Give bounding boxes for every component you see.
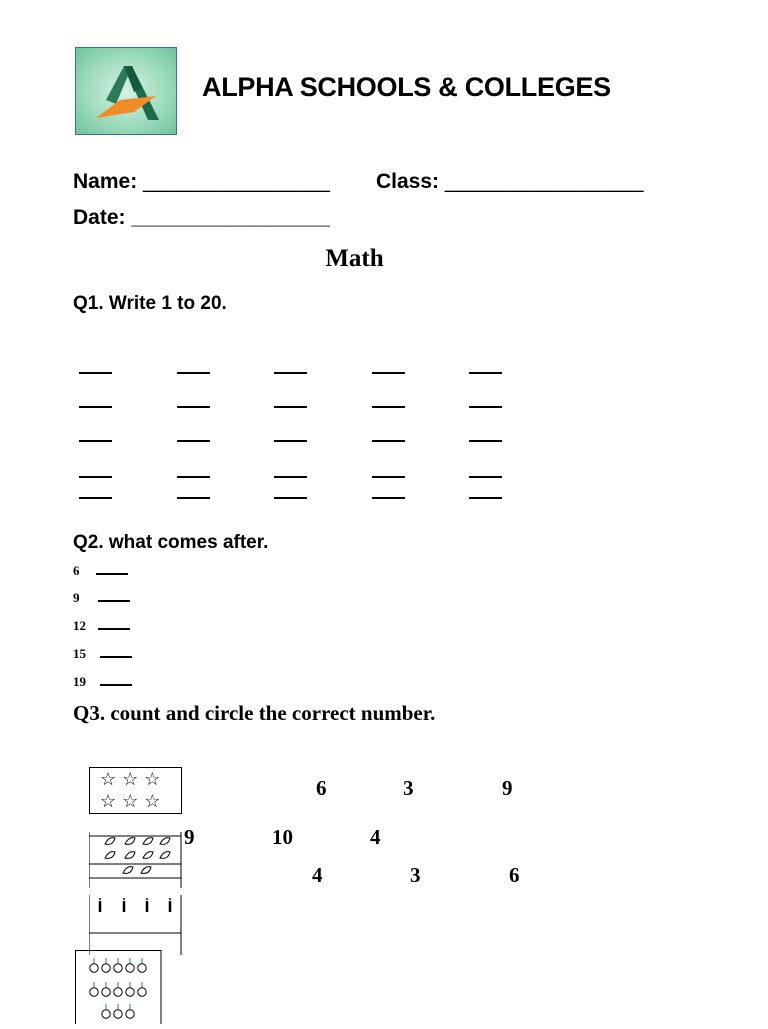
- q2-number: 6: [73, 563, 80, 578]
- balloon-icon: [102, 1010, 110, 1018]
- leaf-icon: [143, 838, 153, 845]
- q1-answer-blank[interactable]: [274, 372, 307, 374]
- school-name: ALPHA SCHOOLS & COLLEGES: [202, 72, 611, 102]
- q2-number: 15: [73, 646, 86, 661]
- balloon-icon: [102, 964, 110, 972]
- q3-row3-option[interactable]: 4: [312, 863, 323, 887]
- name-field: [73, 170, 330, 194]
- leaf-icon: [125, 838, 135, 845]
- q1-answer-blank[interactable]: [79, 406, 112, 408]
- q2-answer-blank[interactable]: [98, 628, 130, 630]
- q3-row1-option[interactable]: 6: [316, 776, 327, 800]
- star-icon: ☆: [100, 791, 123, 811]
- q1-answer-blank[interactable]: [177, 406, 210, 408]
- q3-row3-option[interactable]: 3: [410, 863, 421, 887]
- q3-title: Q3. count and circle the correct number.: [73, 701, 436, 725]
- q2-answer-blank[interactable]: [100, 656, 132, 658]
- q1-answer-blank[interactable]: [177, 497, 210, 499]
- leaf-picture-box: [89, 832, 182, 888]
- q1-answer-blank[interactable]: [469, 406, 502, 408]
- q1-answer-blank[interactable]: [372, 372, 405, 374]
- q1-answer-blank[interactable]: [177, 440, 210, 442]
- q2-number: 12: [73, 618, 86, 633]
- class-label: Class:: [376, 170, 440, 193]
- star-picture-box: [89, 767, 182, 814]
- name-line[interactable]: ________________: [143, 170, 330, 193]
- q1-answer-blank[interactable]: [274, 476, 307, 478]
- q1-answer-blank[interactable]: [469, 440, 502, 442]
- leaf-icon: [143, 852, 153, 859]
- leaf-icon: [160, 838, 170, 845]
- leaf-icon: [141, 867, 151, 874]
- q2-answer-blank[interactable]: [96, 573, 128, 575]
- balloon-icon: [138, 964, 146, 972]
- leaf-icon: [123, 867, 133, 874]
- star-icon: ☆: [100, 769, 123, 789]
- q1-answer-blank[interactable]: [177, 476, 210, 478]
- q3-row3-option[interactable]: 6: [509, 863, 520, 887]
- q1-answer-blank[interactable]: [372, 440, 405, 442]
- q1-answer-blank[interactable]: [372, 497, 405, 499]
- q1-answer-blank[interactable]: [274, 406, 307, 408]
- leaf-icon: [160, 852, 170, 859]
- balloon-icon: [102, 988, 110, 996]
- leaf-icon: [125, 852, 135, 859]
- alpha-a-logo-icon: [76, 48, 176, 134]
- q3-row1-option[interactable]: 3: [403, 776, 414, 800]
- q1-answer-blank[interactable]: [177, 372, 210, 374]
- leaf-icon: [105, 838, 115, 845]
- q2-number: 9: [73, 590, 80, 605]
- q1-answer-blank[interactable]: [372, 476, 405, 478]
- q1-answer-blank[interactable]: [79, 372, 112, 374]
- q1-title: Q1. Write 1 to 20.: [73, 293, 227, 314]
- class-line[interactable]: _________________: [444, 170, 644, 193]
- star-icon: ☆: [122, 769, 145, 789]
- balloon-icon: [126, 988, 134, 996]
- q1-answer-blank[interactable]: [274, 497, 307, 499]
- balloon-icon: [114, 964, 122, 972]
- q1-answer-blank[interactable]: [469, 497, 502, 499]
- q3-row2-option[interactable]: 10: [272, 825, 293, 849]
- q1-answer-blank[interactable]: [469, 476, 502, 478]
- balloon-icon: [114, 988, 122, 996]
- balloon-icon: [90, 964, 98, 972]
- q1-answer-blank[interactable]: [274, 440, 307, 442]
- subject-title: Math: [325, 245, 384, 272]
- balloon-picture-box: [75, 950, 162, 1024]
- q3-row2-option[interactable]: 4: [370, 825, 381, 849]
- school-logo: [75, 47, 177, 135]
- date-field: [73, 206, 330, 230]
- q2-title: Q2. what comes after.: [73, 532, 269, 553]
- q3-row1-option[interactable]: 9: [502, 776, 513, 800]
- balloon-icon: [138, 988, 146, 996]
- q2-answer-blank[interactable]: [100, 684, 132, 686]
- q2-number: 19: [73, 674, 86, 689]
- star-icon: ☆: [122, 791, 145, 811]
- q1-answer-blank[interactable]: [79, 476, 112, 478]
- star-icon: ☆: [144, 769, 167, 789]
- date-label: Date:: [73, 206, 126, 229]
- balloon-icon: [90, 988, 98, 996]
- name-label: Name:: [73, 170, 138, 193]
- q1-answer-blank[interactable]: [469, 372, 502, 374]
- q1-answer-blank[interactable]: [79, 440, 112, 442]
- date-line[interactable]: _________________: [131, 206, 330, 229]
- q1-answer-blank[interactable]: [79, 497, 112, 499]
- q3-row2-option[interactable]: 9: [184, 825, 195, 849]
- leaf-icon: [105, 852, 115, 859]
- star-icon: ☆: [144, 791, 167, 811]
- balloon-icon: [126, 964, 134, 972]
- balloon-icon: [114, 1010, 122, 1018]
- pencil-picture-box: [89, 895, 182, 955]
- balloon-icon: [126, 1010, 134, 1018]
- class-field: [376, 170, 643, 194]
- q2-answer-blank[interactable]: [98, 600, 130, 602]
- q1-answer-blank[interactable]: [372, 406, 405, 408]
